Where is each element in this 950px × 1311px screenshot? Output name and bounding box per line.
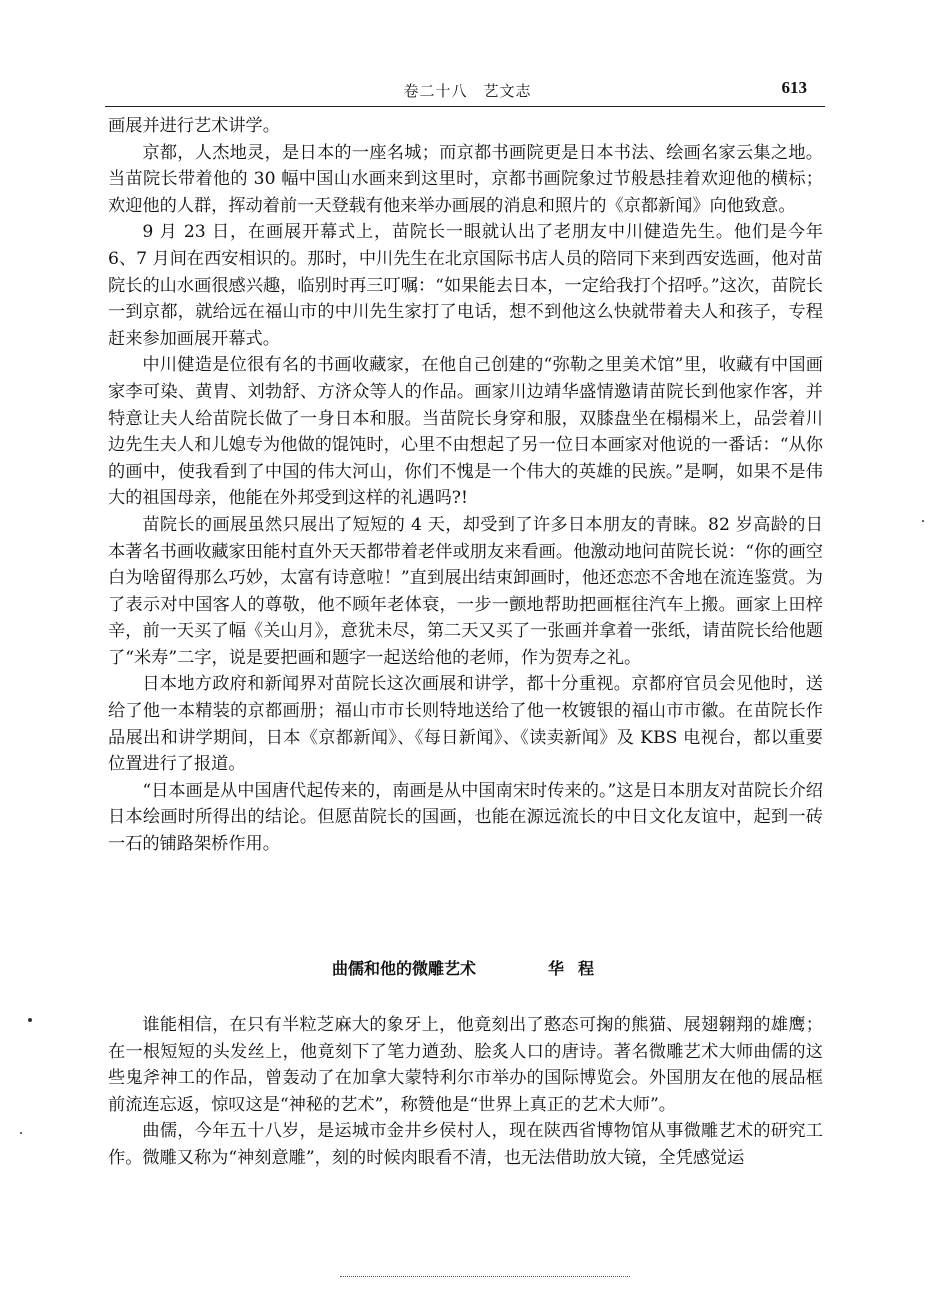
section-author: 华程	[548, 959, 609, 978]
section-body	[108, 1012, 823, 1172]
page-number: 613	[781, 78, 807, 97]
paragraph: 画展并进行艺术讲学。	[108, 116, 280, 136]
paragraph: 谁能相信，在只有半粒芝麻大的象牙上，他竟刻出了憨态可掬的熊猫、展翅翱翔的雄鹰；在一根短短的头发丝上，他竟刻下了笔力遒劲、脍炙人口的唐诗。著名微雕艺术大师曲儒的这些鬼斧神工的作品，曾轰动了在加拿大蒙特利尔市举办的国际博览会。外国朋友在他的展品框前流连忘返，惊叹这是“神秘的艺术”，称赞他是“世界上真正的艺术大师”。	[108, 1015, 823, 1115]
paragraph: 日本地方政府和新闻界对苗院长这次画展和讲学，都十分重视。京都府官员会见他时，送给了他一本精装的京都画册；福山市市长则特地送给了他一枚镀银的福山市市徽。在苗院长作品展出和讲学期间，日本《京都新闻》、《每日新闻》、《读卖新闻》及 KBS 电视台，都以重要位置进行了报道。	[108, 674, 823, 775]
section-heading	[108, 956, 823, 984]
paragraph: 苗院长的画展虽然只展出了短短的 4 天，却受到了许多日本朋友的青睐。82 岁高龄的日本著名书画收藏家田能村直外天天都带着老伴或朋友来看画。他激动地问苗院长说：“你的画空白为啥留得那么巧妙，太富有诗意啦！”直到展出结束卸画时，他还恋恋不舍地在流连鉴赏。为了表示对中国客人的尊敬，他不顾年老体衰，一步一颤地帮助把画框往汽车上搬。画家上田梓辛，前一天买了幅《关山月》，意犹未尽，第二天又买了一张画并拿着一张纸，请苗院长给他题了“米寿”二字，说是要把画和题字一起送给他的老师，作为贺寿之礼。	[108, 514, 823, 668]
chapter-title: 卷二十八 艺文志	[403, 82, 532, 100]
scan-speck	[28, 1018, 32, 1022]
paragraph: “日本画是从中国唐代起传来的，南画是从中国南宋时传来的。”这是日本朋友对苗院长介绍日本绘画时所得出的结论。但愿苗院长的国画，也能在源远流长的中日文化友谊中，起到一砖一石的铺路架桥作用。	[108, 780, 823, 855]
section-title: 曲儒和他的微雕艺术	[332, 959, 477, 978]
scan-speck	[922, 520, 924, 522]
header-divider	[105, 106, 825, 107]
paragraph: 9 月 23 日，在画展开幕式上，苗院长一眼就认出了老朋友中川健造先生。他们是今年 6、7 月间在西安相识的。那时，中川先生在北京国际书店人员的陪同下来到西安选画，他对苗院长的山水画很感兴趣，临别时再三叮嘱：“如果能去日本，一定给我打个招呼。”这次，苗院长一到京都，就给远在福山市的中川先生家打了电话，想不到他这么快就带着夫人和孩子，专程赶来参加画展开幕式。	[108, 222, 823, 349]
scan-speck	[20, 1132, 22, 1134]
scan-edge-line	[340, 1276, 630, 1277]
paragraph: 曲儒，今年五十八岁，是运城市金井乡侯村人，现在陕西省博物馆从事微雕艺术的研究工作。微雕又称为“神刻意雕”，刻的时候肉眼看不清，也无法借助放大镜，全凭感觉运	[108, 1121, 823, 1168]
running-header	[110, 78, 825, 108]
paragraph: 中川健造是位很有名的书画收藏家，在他自己创建的“弥勒之里美术馆”里，收藏有中国画家李可染、黄胄、刘勃舒、方济众等人的作品。画家川边靖华盛情邀请苗院长到他家作客，并特意让夫人给苗院长做了一身日本和服。当苗院长身穿和服，双膝盘坐在榻榻米上，品尝着川边先生夫人和儿媳专为他做的馄饨时，心里不由想起了另一位日本画家对他说的一番话：“从你的画中，使我看到了中国的伟大河山，你们不愧是一个伟大的英雄的民族。”是啊，如果不是伟大的祖国母亲，他能在外邦受到这样的礼遇吗?!	[108, 355, 823, 509]
article-body	[108, 113, 823, 858]
paragraph: 京都，人杰地灵，是日本的一座名城；而京都书画院更是日本书法、绘画名家云集之地。当苗院长带着他的 30 幅中国山水画来到这里时，京都书画院象过节般悬挂着欢迎他的横标；欢迎他的人群，挥动着前一天登载有他来举办画展的消息和照片的《京都新闻》向他致意。	[108, 142, 823, 216]
